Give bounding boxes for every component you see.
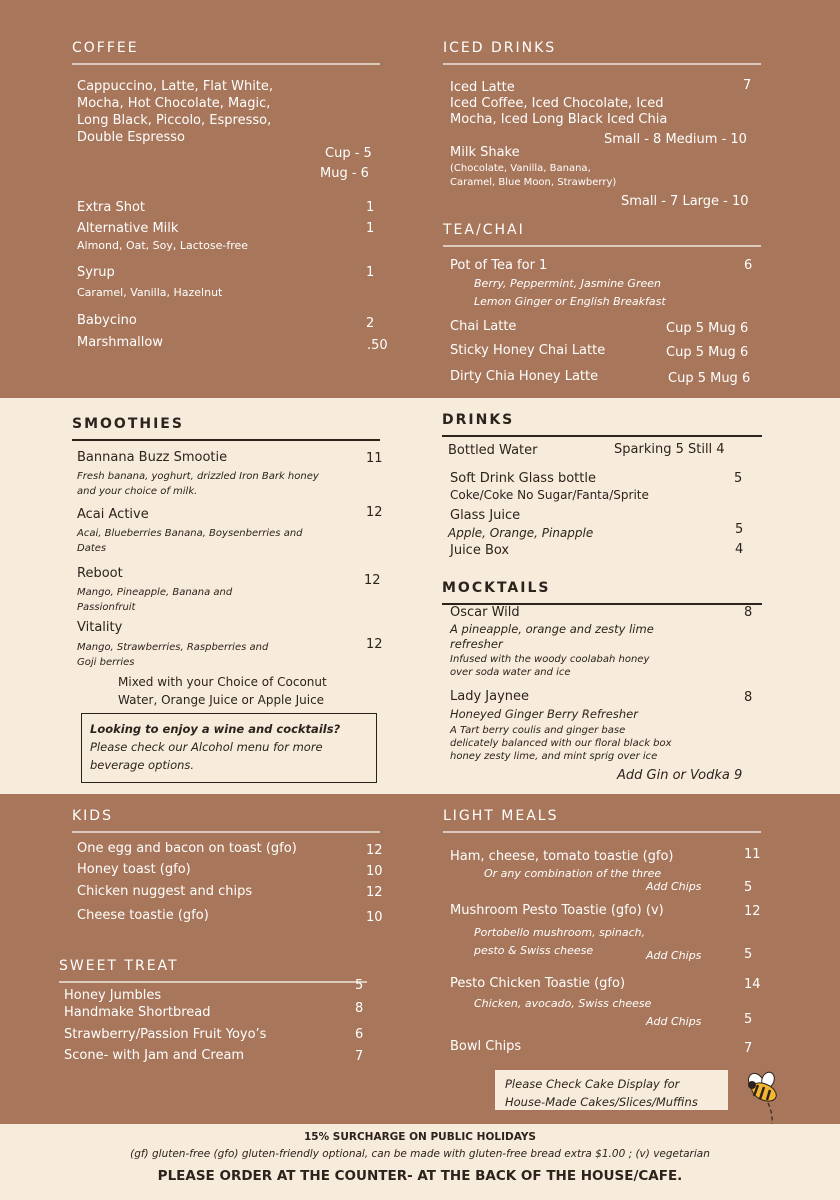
oscar-wild-price: 8 <box>744 605 753 620</box>
pesto-toastie: Pesto Chicken Toastie (gfo) <box>450 976 626 991</box>
kids-item: Cheese toastie (gfo) <box>77 908 209 923</box>
pot-of-tea: Pot of Tea for 1 <box>450 258 548 273</box>
syrup-desc: Caramel, Vanilla, Hazelnut <box>77 286 223 299</box>
sweet-price: 7 <box>355 1049 364 1064</box>
coffee-section <box>72 40 380 65</box>
bottled-water: Bottled Water <box>448 443 538 458</box>
smoothies-section <box>72 416 380 441</box>
sweet-section <box>59 958 367 983</box>
bowl-chips-price: 7 <box>744 1041 753 1056</box>
marshmallow-price: .50 <box>367 338 388 353</box>
glass-juice: Glass Juice <box>450 508 521 523</box>
lady-jaynee-price: 8 <box>744 690 753 705</box>
add-chips: Add Chips <box>646 949 702 962</box>
chai-latte: Chai Latte <box>450 319 517 334</box>
sweet-item: Handmake Shortbread <box>64 1005 211 1020</box>
sticky-chai-price: Cup 5 Mug 6 <box>666 345 749 360</box>
top-band <box>0 0 840 398</box>
smoothie-name: Bannana Buzz Smootie <box>77 450 228 465</box>
alt-milk-desc: Almond, Oat, Soy, Lactose-free <box>77 239 249 252</box>
mocktails-title: MOCKTAILS <box>442 580 762 605</box>
kids-item: Honey toast (gfo) <box>77 862 191 877</box>
kids-price: 10 <box>366 910 383 925</box>
lady-jaynee-sub: Honeyed Ginger Berry Refresher <box>450 707 638 721</box>
mushroom-toastie-desc: Portobello mushroom, spinach, pesto & Swiss cheese <box>474 926 646 957</box>
smoothie-name: Acai Active <box>77 507 149 522</box>
sweet-price: 8 <box>355 1001 364 1016</box>
smoothie-price: 12 <box>366 637 383 652</box>
add-chips-price: 5 <box>744 947 753 962</box>
middle-band <box>0 398 840 794</box>
kids-price: 12 <box>366 843 383 858</box>
syrup: Syrup <box>77 265 115 280</box>
bottled-water-price: Sparking 5 Still 4 <box>614 442 725 457</box>
pesto-toastie-desc: Chicken, avocado, Swiss cheese <box>474 997 652 1010</box>
pot-of-tea-price: 6 <box>744 258 753 273</box>
footer-band <box>0 1124 840 1200</box>
coffee-items: Cappuccino, Latte, Flat White, Mocha, Hot Chocolate, Magic, Long Black, Piccolo, Espresso, Double Espresso <box>77 79 274 145</box>
mushroom-toastie-price: 12 <box>744 904 761 919</box>
smoothie-name: Vitality <box>77 620 123 635</box>
light-title: LIGHT MEALS <box>443 808 761 833</box>
lower-band <box>0 794 840 1124</box>
babycino: Babycino <box>77 313 137 328</box>
syrup-price: 1 <box>366 265 375 280</box>
soft-drink: Soft Drink Glass bottle <box>450 471 596 486</box>
pesto-toastie-price: 14 <box>744 977 761 992</box>
smoothie-desc: Fresh banana, yoghurt, drizzled Iron Bark honey and your choice of milk. <box>77 471 319 497</box>
smoothie-price: 12 <box>364 573 381 588</box>
add-chips: Add Chips <box>646 1015 702 1028</box>
extra-shot-price: 1 <box>366 200 375 215</box>
add-chips: Add Chips <box>646 880 702 893</box>
coffee-mug-price: Mug - 6 <box>320 166 369 181</box>
oscar-wild-sub: A pineapple, orange and zesty lime refresher <box>450 622 654 651</box>
diet-legend: (gf) gluten-free (gfo) gluten-friendly optional, can be made with gluten-free bread extra $1.00 ; (v) vegetarian <box>130 1148 710 1160</box>
ham-toastie-desc: Or any combination of the three <box>484 867 662 880</box>
soft-drink-price: 5 <box>734 471 743 486</box>
milkshake-desc: (Chocolate, Vanilla, Banana, Caramel, Blue Moon, Strawberry) <box>450 163 617 188</box>
glass-juice-price: 5 <box>735 522 744 537</box>
cake-display-note: Please Check Cake Display for House-Made Cakes/Slices/Muffins <box>495 1070 728 1110</box>
light-section <box>443 808 761 833</box>
ham-toastie-price: 11 <box>744 847 761 862</box>
tea-section <box>443 222 761 247</box>
iced-lines: Iced Coffee, Iced Chocolate, Iced Mocha, Iced Long Black Iced Chia <box>450 96 668 127</box>
iced-latte-price: 7 <box>743 78 752 93</box>
sticky-chai: Sticky Honey Chai Latte <box>450 343 606 358</box>
kids-item: Chicken nuggest and chips <box>77 884 253 899</box>
sweet-title: SWEET TREAT <box>59 958 367 983</box>
iced-latte: Iced Latte <box>450 80 515 95</box>
lady-jaynee: Lady Jaynee <box>450 689 530 704</box>
mocktails-section <box>442 580 762 605</box>
smoothie-name: Reboot <box>77 566 123 581</box>
drinks-title: DRINKS <box>442 412 762 437</box>
kids-section <box>72 808 380 833</box>
smoothie-price: 12 <box>366 505 383 520</box>
drinks-section <box>442 412 762 437</box>
milkshake-sizes: Small - 7 Large - 10 <box>621 194 749 209</box>
alt-milk-price: 1 <box>366 221 375 236</box>
dirty-chia-price: Cup 5 Mug 6 <box>668 371 751 386</box>
glass-juice-desc: Apple, Orange, Pinapple <box>448 526 594 540</box>
smoothie-price: 11 <box>366 451 383 466</box>
smoothie-desc: Acai, Blueberries Banana, Boysenberries and Dates <box>77 528 303 554</box>
tea-title: TEA/CHAI <box>443 222 761 247</box>
bowl-chips: Bowl Chips <box>450 1039 522 1054</box>
oscar-wild-desc: Infused with the woody coolabah honey over soda water and ice <box>450 654 650 678</box>
sweet-price: 5 <box>355 978 364 993</box>
milkshake: Milk Shake <box>450 145 520 160</box>
kids-price: 10 <box>366 864 383 879</box>
iced-sizes: Small - 8 Medium - 10 <box>604 132 747 147</box>
kids-price: 12 <box>366 885 383 900</box>
sweet-item: Strawberry/Passion Fruit Yoyo’s <box>64 1027 267 1042</box>
smoothie-desc: Mango, Pineapple, Banana and Passionfruit <box>77 587 233 613</box>
iced-title: ICED DRINKS <box>443 40 761 65</box>
add-chips-price: 5 <box>744 1012 753 1027</box>
juice-box-price: 4 <box>735 542 744 557</box>
alt-milk: Alternative Milk <box>77 221 179 236</box>
coffee-title: COFFEE <box>72 40 380 65</box>
extra-shot: Extra Shot <box>77 200 145 215</box>
kids-item: One egg and bacon on toast (gfo) <box>77 841 297 856</box>
ham-toastie: Ham, cheese, tomato toastie (gfo) <box>450 849 674 864</box>
alcohol-note: Looking to enjoy a wine and cocktails? Please check our Alcohol menu for more beverage options. <box>81 713 377 783</box>
smoothie-mixed-note: Mixed with your Choice of Coconut Water, Orange Juice or Apple Juice <box>118 675 327 707</box>
smoothies-title: SMOOTHIES <box>72 416 380 441</box>
sweet-price: 6 <box>355 1027 364 1042</box>
babycino-price: 2 <box>366 316 375 331</box>
kids-title: KIDS <box>72 808 380 833</box>
dirty-chia: Dirty Chia Honey Latte <box>450 369 599 384</box>
lady-jaynee-desc: A Tart berry coulis and ginger base delicately balanced with our floral black box honey zesty lime, and mint sprig over ice <box>450 725 672 762</box>
add-chips-price: 5 <box>744 880 753 895</box>
marshmallow: Marshmallow <box>77 335 163 350</box>
iced-section <box>443 40 761 65</box>
juice-box: Juice Box <box>450 543 510 558</box>
sweet-item: Honey Jumbles <box>64 988 162 1003</box>
smoothie-desc: Mango, Strawberries, Raspberries and Goji berries <box>77 642 269 668</box>
soft-drink-desc: Coke/Coke No Sugar/Fanta/Sprite <box>450 488 649 502</box>
add-spirit: Add Gin or Vodka 9 <box>617 768 743 783</box>
surcharge-notice: 15% SURCHARGE ON PUBLIC HOLIDAYS <box>304 1131 536 1143</box>
pot-of-tea-desc: Berry, Peppermint, Jasmine Green Lemon Ginger or English Breakfast <box>474 277 666 308</box>
chai-latte-price: Cup 5 Mug 6 <box>666 321 749 336</box>
order-instruction: PLEASE ORDER AT THE COUNTER- AT THE BACK OF THE HOUSE/CAFE. <box>157 1168 683 1184</box>
sweet-item: Scone- with Jam and Cream <box>64 1048 245 1063</box>
oscar-wild: Oscar Wild <box>450 605 520 620</box>
mushroom-toastie: Mushroom Pesto Toastie (gfo) (v) <box>450 903 664 918</box>
coffee-cup-price: Cup - 5 <box>325 146 372 161</box>
